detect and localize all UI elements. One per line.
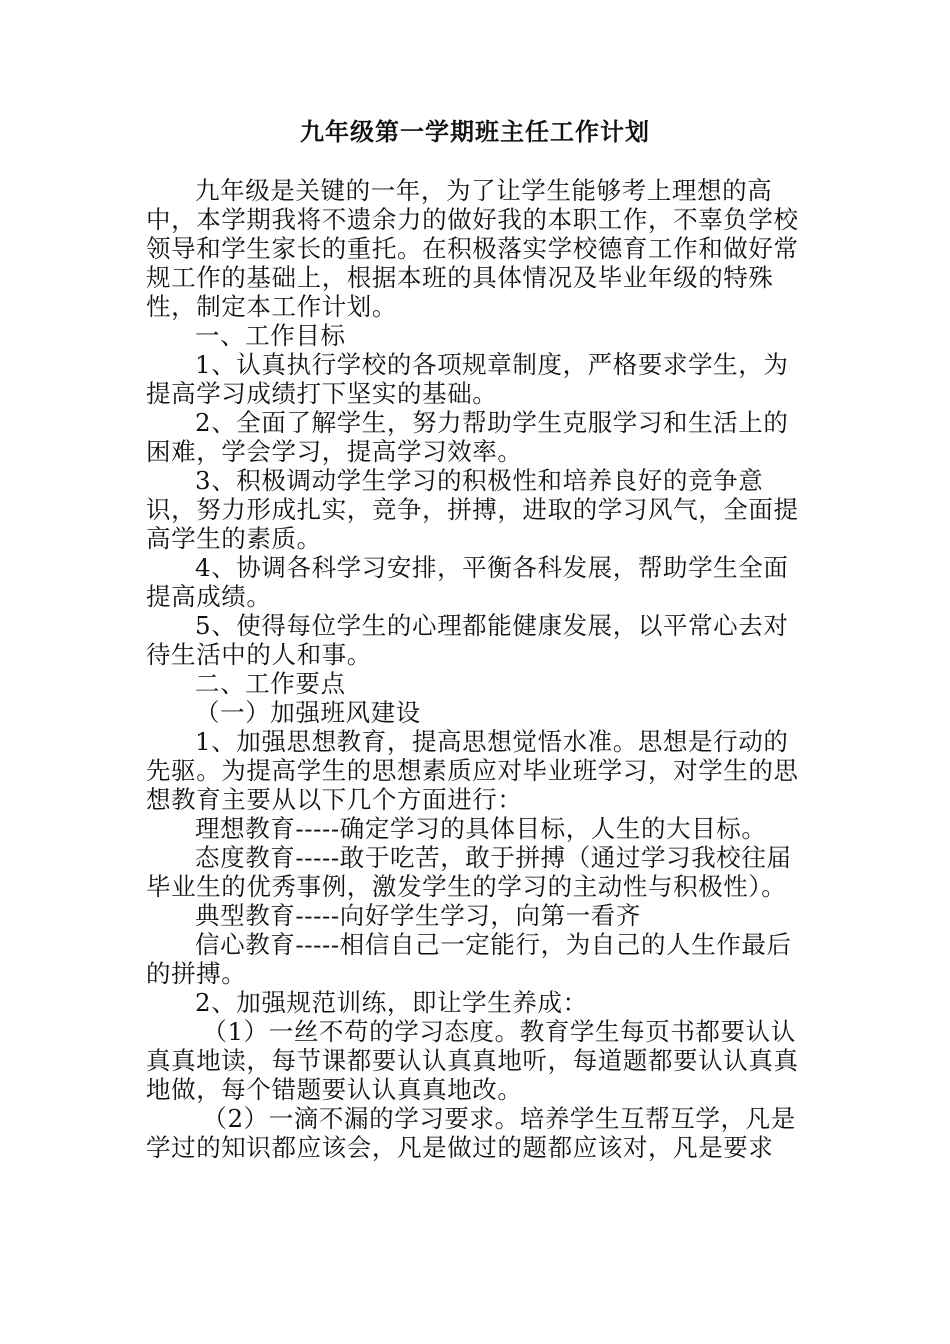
education-model: 典型教育-----向好学生学习，向第一看齐 bbox=[195, 901, 641, 930]
document-title: 九年级第一学期班主任工作计划 bbox=[300, 117, 650, 146]
habit-item-2: （2）一滴不漏的学习要求。培养学生互帮互学，凡是学过的知识都应该会，凡是做过的题都应该对，凡是要求 bbox=[146, 1104, 796, 1162]
section-heading-goals: 一、工作目标 bbox=[195, 321, 346, 350]
subsection-heading-class-style: （一）加强班风建设 bbox=[195, 698, 421, 727]
goal-item-2: 2、全面了解学生，努力帮助学生克服学习和生活上的困难，学会学习，提高学习效率。 bbox=[146, 408, 789, 466]
habit-item-1: （1）一丝不苟的学习态度。教育学生每页书都要认认真真地读，每节课都要认认真真地听，每道题都要认认真真地做，每个错题要认认真真地改。 bbox=[146, 1017, 799, 1104]
intro-paragraph: 九年级是关键的一年，为了让学生能够考上理想的高中，本学期我将不遗余力的做好我的本职工作，不辜负学校领导和学生家长的重托。在积极落实学校德育工作和做好常规工作的基础上，根据本班的具体情况及毕业年级的特殊性，制定本工作计划。 bbox=[146, 176, 799, 321]
section-heading-keypoints: 二、工作要点 bbox=[195, 669, 346, 698]
goal-item-5: 5、使得每位学生的心理都能健康发展，以平常心去对待生活中的人和事。 bbox=[146, 611, 789, 669]
education-confidence: 信心教育-----相信自己一定能行，为自己的人生作最后的拼搏。 bbox=[146, 930, 792, 988]
education-attitude: 态度教育-----敢于吃苦，敢于拼搏（通过学习我校往届毕业生的优秀事例，激发学生的学习的主动性与积极性）。 bbox=[146, 843, 792, 901]
goal-item-3: 3、积极调动学生学习的积极性和培养良好的竞争意识，努力形成扎实，竞争，拼搏，进取的学习风气，全面提高学生的素质。 bbox=[146, 466, 799, 553]
keypoint-item-2: 2、加强规范训练，即让学生养成： bbox=[195, 988, 588, 1017]
keypoint-item-1: 1、加强思想教育，提高思想觉悟水准。思想是行动的先驱。为提高学生的思想素质应对毕业班学习，对学生的思想教育主要从以下几个方面进行： bbox=[146, 727, 799, 814]
education-ideal: 理想教育-----确定学习的具体目标，人生的大目标。 bbox=[195, 814, 767, 843]
goal-item-1: 1、认真执行学校的各项规章制度，严格要求学生，为提高学习成绩打下坚实的基础。 bbox=[146, 350, 789, 408]
document-body bbox=[146, 176, 806, 1162]
goal-item-4: 4、协调各科学习安排，平衡各科发展，帮助学生全面提高成绩。 bbox=[146, 553, 789, 611]
